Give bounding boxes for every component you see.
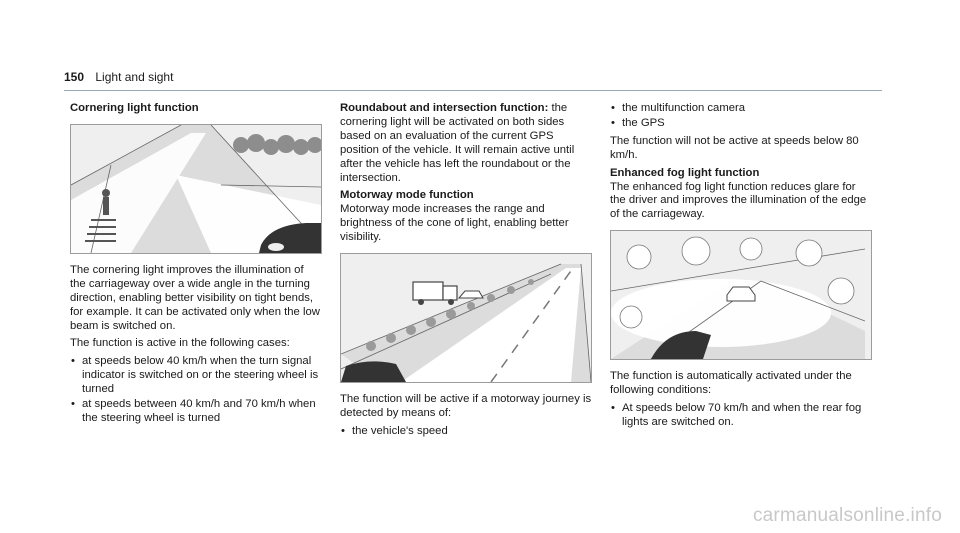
roundabout-description: the cornering light will be activated on both sides based on an evaluation of the current GPS position of the vehicle. It will remain active until after the vehicle has left the roundabout or the intersection. [340,102,575,184]
list-item: • At speeds below 70 km/h and when the rear fog lights are switched on. [611,402,862,428]
cornering-light-cases-intro: The function is active in the following cases: [70,337,290,350]
fog-light-heading: Enhanced fog light function [610,166,760,179]
fog-light-description: The enhanced fog light function reduces glare for the driver and improves the illumination of the edge of the carriageway. [610,180,867,221]
list-item: • the vehicle's speed [341,424,448,437]
column-roundabout-motorway [340,102,592,443]
header-divider [64,90,882,91]
cornering-light-cases-list [70,355,322,426]
motorway-description: Motorway mode increases the range and brightness of the cone of light, enabling better visibility. [340,203,569,244]
motorway-detection-list [340,425,592,439]
list-item: • the GPS [611,116,665,129]
column-fog-light [610,102,872,434]
bullet-icon: • [71,355,75,368]
motorway-detection-list-continued [610,102,872,131]
motorway-heading: Motorway mode function [340,189,474,202]
page-number: 150 [64,70,85,84]
column-cornering-light [70,102,322,430]
watermark: carmanualsonline.info [752,505,942,526]
bullet-icon: • [611,116,615,129]
page-header [64,70,173,84]
cornering-light-heading: Cornering light function [70,102,199,114]
bullet-icon: • [341,424,345,437]
bullet-icon: • [611,102,615,114]
list-item: • at speeds between 40 km/h and 70 km/h when the steering wheel is turned [71,398,316,424]
bullet-icon: • [71,398,75,411]
cornering-light-illustration [70,124,322,254]
bullet-icon: • [611,402,615,415]
fog-light-illustration [610,230,872,360]
roundabout-heading: Roundabout and intersection function: [340,102,549,114]
motorway-speed-note: The function will not be active at speeds below 80 km/h. [610,134,859,161]
fog-light-conditions-intro: The function is automatically activated under the following conditions: [610,370,852,397]
cornering-light-description: The cornering light improves the illumination of the carriageway over a wide angle in the turning direction, enabling better visibility on tight bends, for example. It can be activated only when the low beam is switched on. [70,263,320,332]
motorway-detection-intro: The function will be active if a motorway journey is detected by means of: [340,393,592,419]
list-item: • the multifunction camera [611,102,746,114]
roundabout-paragraph [340,102,592,185]
list-item: • at speeds below 40 km/h when the turn signal indicator is switched on or the steering wheel is turned [71,355,319,396]
motorway-mode-illustration [340,253,592,383]
section-title: Light and sight [95,70,174,84]
fog-light-conditions-list [610,402,872,430]
